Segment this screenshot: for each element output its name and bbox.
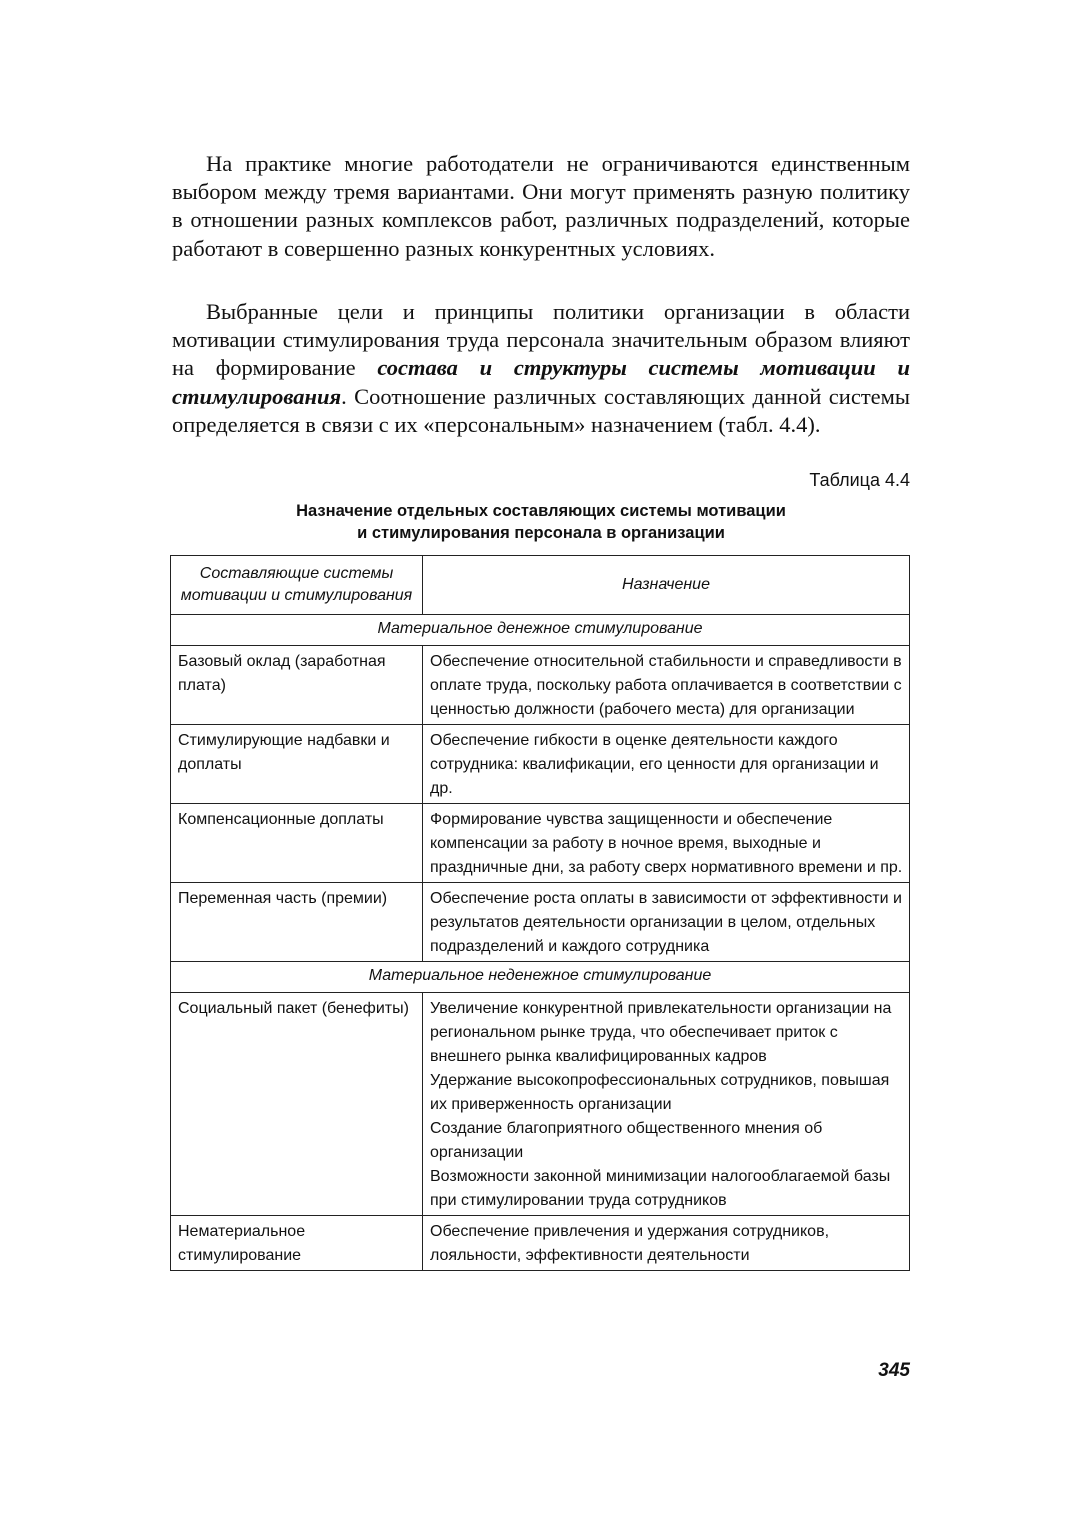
- purpose-text: Создание благоприятного общественного мнения об организации: [430, 1120, 823, 1161]
- paragraph-1-text: На практике многие работодатели не ограничиваются единственным выбором между тремя вариантами. Они могут применять разную политику в отношении разных комплексов работ, различных подразделений, которые работают в совершенно разных конкурентных условиях.: [172, 151, 910, 261]
- component-cell: Социальный пакет (бенефиты): [171, 993, 423, 1216]
- body-paragraph-2: [172, 298, 910, 439]
- table-row: [171, 725, 910, 804]
- table-row: [171, 804, 910, 883]
- purpose-cell: [423, 804, 910, 883]
- table-caption-line-1: Назначение отдельных составляющих системы мотивации: [296, 502, 786, 520]
- purpose-cell: [423, 993, 910, 1216]
- component-cell: Компенсационные доплаты: [171, 804, 423, 883]
- component-cell: Стимулирующие надбавки и доплаты: [171, 725, 423, 804]
- purpose-text: Обеспечение относительной стабильности и справедливости в оплате труда, поскольку работа оплачивается в соответствии с ценностью должности (рабочего места) для организации: [430, 653, 902, 718]
- section-label-monetary: Материальное денежное стимулирование: [171, 615, 910, 646]
- header-component-column: Составляющие системы мотивации и стимулирования: [171, 556, 423, 615]
- table-number: Таблица 4.4: [809, 470, 910, 490]
- purpose-cell: [423, 725, 910, 804]
- purpose-text: Обеспечение привлечения и удержания сотрудников, лояльности, эффективности деятельности: [430, 1223, 830, 1264]
- table-row: [171, 993, 910, 1216]
- purpose-text: Удержание высокопрофессиональных сотрудников, повышая их приверженность организации: [430, 1072, 890, 1113]
- purpose-text: Обеспечение гибкости в оценке деятельности каждого сотрудника: квалификации, его ценности для организации и др.: [430, 732, 879, 797]
- purpose-cell: [423, 883, 910, 962]
- table-caption-line-2: и стимулирования персонала в организации: [357, 524, 725, 542]
- purpose-text: Увеличение конкурентной привлекательности организации на региональном рынке труда, что обеспечивает приток с внешнего рынка квалифицированных кадров: [430, 1000, 892, 1065]
- component-cell: Нематериальное стимулирование: [171, 1216, 423, 1271]
- component-cell: Переменная часть (премии): [171, 883, 423, 962]
- section-row-non-monetary: [171, 962, 910, 993]
- page-number: 345: [878, 1360, 910, 1381]
- table-row: [171, 1216, 910, 1271]
- paragraph-2-emphasis: состава и структуры системы мотивации и стимулирования: [172, 355, 910, 409]
- paragraph-2-text-after: . Соотношение различных составляющих данной системы определяется в связи с их «персональным» назначением (табл. 4.4).: [172, 383, 910, 437]
- purpose-text: Обеспечение роста оплаты в зависимости от эффективности и результатов деятельности организации в целом, отдельных подразделений и каждого сотрудника: [430, 890, 902, 955]
- purpose-cell: [423, 1216, 910, 1271]
- header-purpose-column: Назначение: [423, 556, 910, 615]
- table-caption: [172, 500, 910, 544]
- table-header-row: [171, 556, 910, 615]
- table-row: [171, 646, 910, 725]
- table-row: [171, 883, 910, 962]
- purpose-text: Возможности законной минимизации налогооблагаемой базы при стимулировании труда сотрудников: [430, 1168, 891, 1209]
- body-paragraph-1: [172, 150, 910, 263]
- paragraph-2-text-before: Выбранные цели и принципы политики организации в области мотивации стимулирования труда персонала значительным образом влияют на формирование: [172, 299, 910, 381]
- motivation-components-table: [170, 555, 910, 1271]
- section-row-monetary: [171, 615, 910, 646]
- section-label-non-monetary: Материальное неденежное стимулирование: [171, 962, 910, 993]
- purpose-text: Формирование чувства защищенности и обеспечение компенсации за работу в ночное время, выходные и праздничные дни, за работу сверх нормативного времени и пр.: [430, 811, 903, 876]
- purpose-cell: [423, 646, 910, 725]
- component-cell: Базовый оклад (заработная плата): [171, 646, 423, 725]
